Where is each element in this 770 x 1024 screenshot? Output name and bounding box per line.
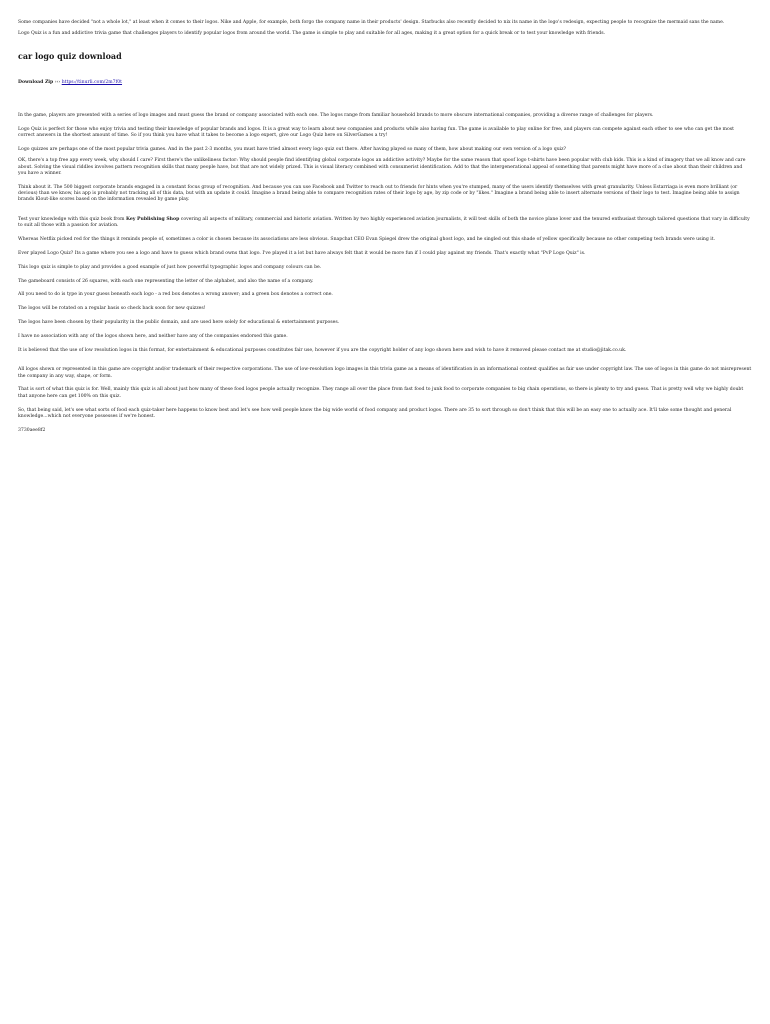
body-paragraph-6-end: covering all aspects of military, commercial and historic aviation. Written by two highly experienced aviation journalists, it will test skills of both the novice plane lover and the tenured enthusiast through tailored questions that vary in difficulty to suit all those with a passion for aviation. bbox=[18, 216, 750, 228]
page-title: car logo quiz download bbox=[18, 50, 122, 61]
body-paragraph-16: All logos shown or represented in this game are copyright and/or trademark of their respective corporations. The use of low-resolution logo images in this trivia game as a means of identification in an informational context qualifies as fair use under copyright law. The use of logos in this game do not misrepresent the company in any way, shape, or form. bbox=[18, 367, 752, 379]
intro-paragraph-2: Logo Quiz is a fun and addictive trivia game that challenges players to identify popular logos from around the world. The game is simple to play and suitable for all ages, making it a great option for a quick break or to test your knowledge with friends. bbox=[18, 31, 606, 37]
body-paragraph-2: Logo Quiz is perfect for those who enjoy trivia and testing their knowledge of popular brands and logos. It is a great way to learn about new companies and products while also having fun. The game is available to play online for free, and players can compete against each other to see who can get the most correct answers in the shortest amount of time. So if you think you have what it takes to become a logo expert, give our Logo Quiz here on SilverGames a try! bbox=[18, 126, 734, 139]
body-paragraph-4: OK, there's a top free app every week, why should I care? First there's the unlikeliness factor: Why should people find identifying global corporate logos an addictive activity? Maybe for the same reason that spoof logo t-shirts have been popular with club kids. This is a kind of imagery that we all know and care about. Solving the visual riddles involves pattern recognition skills that many people have, but that are not widely prized. This is visual literacy combined with consumerist identification. Add to that the intergenerational appeal of something that parents might have more of a clue about than their children and you have a winner. bbox=[18, 158, 746, 176]
footer-code: 3730aee8f2 bbox=[18, 427, 46, 433]
body-paragraph-13: The logos have been chosen by their popularity in the public domain, and are used here solely for educational & entertainment purposes. bbox=[18, 320, 340, 326]
body-paragraph-10: The gameboard consists of 26 squares, with each one representing the letter of the alphabet, and also the name of a company. bbox=[18, 278, 314, 284]
body-paragraph-6-start: Test your knowledge with this quiz book from bbox=[18, 216, 126, 222]
body-paragraph-14: I have no association with any of the logos shown here, and neither have any of the companies endorsed this game. bbox=[18, 334, 288, 340]
body-paragraph-18: So, that being said, let's see what sorts of food each quiz-taker here happens to know best and let's see how well people know the big wide world of food company and product logos. There are 35 to sort through so don't think that this will be an easy one to actually ace. It'll take some thought and general knowledge...which not everyone possesses if we're honest. bbox=[18, 407, 732, 419]
intro-paragraph-1: Some companies have decided "not a whole lot," at least when it comes to their logos. Nike and Apple, for example, both forgo the company name in their products' design. Starbucks also recently decided to nix its name in the logo's redesign, expecting people to recognize the mermaid sans the name. bbox=[18, 20, 725, 25]
publisher-name: Key Publishing Shop bbox=[125, 216, 180, 222]
body-paragraph-1: In the game, players are presented with a series of logo images and must guess the brand or company associated with each one. The logos range from familiar household brands to more obscure international companies, providing a diverse range of challenges for players. bbox=[18, 112, 654, 118]
download-line bbox=[18, 80, 752, 86]
body-paragraph-5: Think about it. The 500 biggest corporate brands engaged in a constant focus group of recognition. And because you can use Facebook and Twitter to reach out to friends for hints when you're stumped, many of the users identify themselves with great granularity. Unless Estarriaga is even more brilliant (or devious) than we know, his app is probably not tracking all of this data, but with an update it could. Imagine a brand being able to compare recognition rates of their logo by age, by zip code or by "likes." Imagine a brand being able to insert alternate versions of their logo to test. Imagine being able to assign brands Klout-like scores based on the information revealed by game play. bbox=[18, 184, 740, 203]
download-separator: ››› bbox=[53, 79, 62, 85]
body-paragraph-12: The logos will be rotated on a regular basis so check back soon for new quizzes! bbox=[18, 306, 206, 312]
body-paragraph-17: That is sort of what this quiz is for. Well, mainly this quiz is all about just how many of these food logos people actually recognize. They range all over the place from fast food to junk food to corporate companies to big chain operations, so there is plenty to try and guess. That is pretty well why we highly doubt that anyone here can get 100% on this quiz. bbox=[18, 387, 744, 399]
body-paragraph-7: Whereas Netflix picked red for the things it reminds people of, sometimes a color is chosen because its associations are less obvious. Snapchat CEO Evan Spiegel drew the original ghost logo, and he singled out this shade of yellow specifically because no other competing tech brands were using it. bbox=[18, 236, 716, 242]
body-paragraph-11: All you need to do is type in your guess beneath each logo - a red box denotes a wrong answer; and a green box denotes a correct one. bbox=[18, 292, 333, 298]
body-paragraph-3: Logo quizzes are perhaps one of the most popular trivia games. And in the past 2-3 months, you must have tried almost every logo quiz out there. After having played so many of them, how about making our own version of a logo quiz? bbox=[18, 146, 567, 152]
download-label: Download Zip bbox=[18, 79, 54, 85]
download-link[interactable]: https://tinurli.com/2m7f0t bbox=[61, 79, 123, 85]
body-paragraph-9: This logo quiz is simple to play and provides a good example of just how powerful typographic logos and company colours can be. bbox=[18, 264, 322, 270]
body-paragraph-15: It is believed that the use of low resolution logos in this format, for entertainment & educational purposes constitutes fair use, however if you are the copyright holder of any logo shown here and wish to have it removed please contact me at studio@jitak.co.uk. bbox=[18, 347, 627, 353]
body-paragraph-6 bbox=[18, 217, 752, 230]
body-paragraph-8: Ever played Logo Quiz? Its a game where you see a logo and have to guess which brand owns that logo. I've played it a lot but have always felt that it would be more fun if I could play against my friends. That's exactly what "PvP Logo Quiz" is. bbox=[18, 250, 586, 256]
